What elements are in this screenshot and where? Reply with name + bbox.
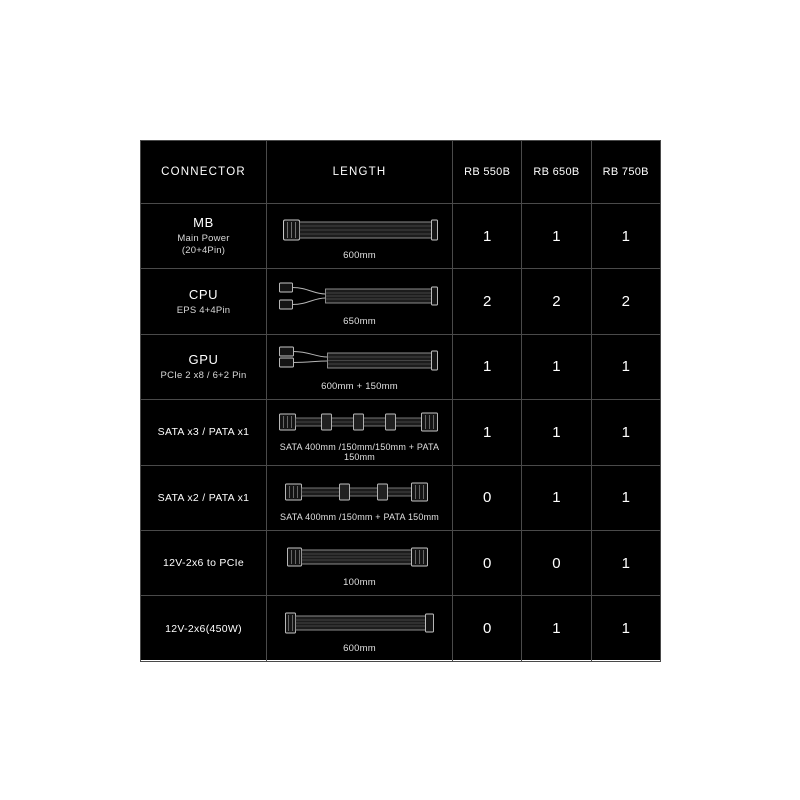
length-label: 600mm	[343, 642, 376, 654]
header-model-rb650b: RB 650B	[522, 141, 591, 204]
connector-cell	[141, 400, 267, 465]
length-cell	[267, 204, 453, 269]
length-cell	[267, 269, 453, 334]
count-rb750b: 1	[591, 465, 660, 530]
connector-name: CPU	[188, 286, 219, 302]
connector-spec-panel	[140, 140, 660, 660]
cable-image-12v2x6-to-pcie-icon	[267, 538, 452, 576]
cable-image-sata-chain-3-icon	[267, 473, 452, 511]
count-rb650b: 1	[522, 596, 591, 661]
connector-name: SATA x3 / PATA x1	[157, 426, 250, 439]
cable-image-dual-pcie-icon	[267, 342, 452, 380]
connector-name: 12V-2x6 to PCIe	[163, 557, 244, 570]
connector-subtitle: PCIe 2 x8 / 6+2 Pin	[160, 370, 247, 382]
header-model-rb750b: RB 750B	[591, 141, 660, 204]
connector-cell	[141, 334, 267, 399]
length-label: 600mm + 150mm	[321, 380, 398, 392]
count-rb550b: 0	[453, 465, 522, 530]
header-model-rb550b: RB 550B	[453, 141, 522, 204]
count-rb750b: 1	[591, 334, 660, 399]
length-label: 100mm	[343, 577, 376, 589]
count-rb750b: 1	[591, 596, 660, 661]
table-body	[141, 204, 661, 662]
connector-name: SATA x2 / PATA x1	[157, 491, 250, 504]
count-rb650b: 1	[522, 465, 591, 530]
connector-cell	[141, 530, 267, 595]
connector-name: 12V-2x6(450W)	[165, 622, 242, 635]
header-row	[141, 141, 661, 204]
count-rb550b: 1	[453, 400, 522, 465]
length-label: 600mm	[343, 250, 376, 262]
cable-image-12v2x6-450w-icon	[267, 604, 452, 642]
count-rb750b: 1	[591, 530, 660, 595]
header-length: LENGTH	[267, 141, 453, 204]
connector-name: GPU	[188, 352, 219, 368]
cable-image-sata-chain-4-icon	[267, 403, 452, 441]
table-row	[141, 204, 661, 269]
table-row	[141, 334, 661, 399]
table-row	[141, 400, 661, 465]
table-header	[141, 141, 661, 204]
connector-name: MB	[193, 215, 214, 231]
count-rb550b: 0	[453, 596, 522, 661]
connector-subtitle	[141, 233, 266, 257]
length-cell	[267, 596, 453, 661]
length-label: SATA 400mm /150mm/150mm + PATA 150mm	[279, 441, 440, 462]
cable-image-flat-ribbon-24pin-icon	[267, 211, 452, 249]
length-cell	[267, 334, 453, 399]
connector-cell	[141, 596, 267, 661]
cable-image-split-eps-4plus4-icon	[267, 277, 452, 315]
count-rb550b: 1	[453, 204, 522, 269]
count-rb650b: 1	[522, 400, 591, 465]
count-rb550b: 2	[453, 269, 522, 334]
connector-subtitle-line2: (20+4Pin)	[181, 245, 226, 257]
length-label: 650mm	[343, 315, 376, 327]
connector-spec-table	[140, 140, 661, 662]
count-rb550b: 0	[453, 530, 522, 595]
count-rb650b: 1	[522, 334, 591, 399]
length-cell	[267, 465, 453, 530]
count-rb550b: 1	[453, 334, 522, 399]
count-rb750b: 1	[591, 400, 660, 465]
connector-subtitle-line1: Main Power	[177, 233, 230, 245]
length-cell	[267, 400, 453, 465]
length-cell	[267, 530, 453, 595]
connector-cell	[141, 204, 267, 269]
header-connector: CONNECTOR	[141, 141, 267, 204]
table-row	[141, 269, 661, 334]
table-row	[141, 596, 661, 661]
table-row	[141, 465, 661, 530]
table-row	[141, 530, 661, 595]
count-rb750b: 1	[591, 204, 660, 269]
count-rb650b: 2	[522, 269, 591, 334]
count-rb650b: 1	[522, 204, 591, 269]
count-rb750b: 2	[591, 269, 660, 334]
count-rb650b: 0	[522, 530, 591, 595]
connector-cell	[141, 269, 267, 334]
length-label: SATA 400mm /150mm + PATA 150mm	[280, 512, 439, 523]
connector-subtitle: EPS 4+4Pin	[176, 304, 231, 316]
connector-cell	[141, 465, 267, 530]
